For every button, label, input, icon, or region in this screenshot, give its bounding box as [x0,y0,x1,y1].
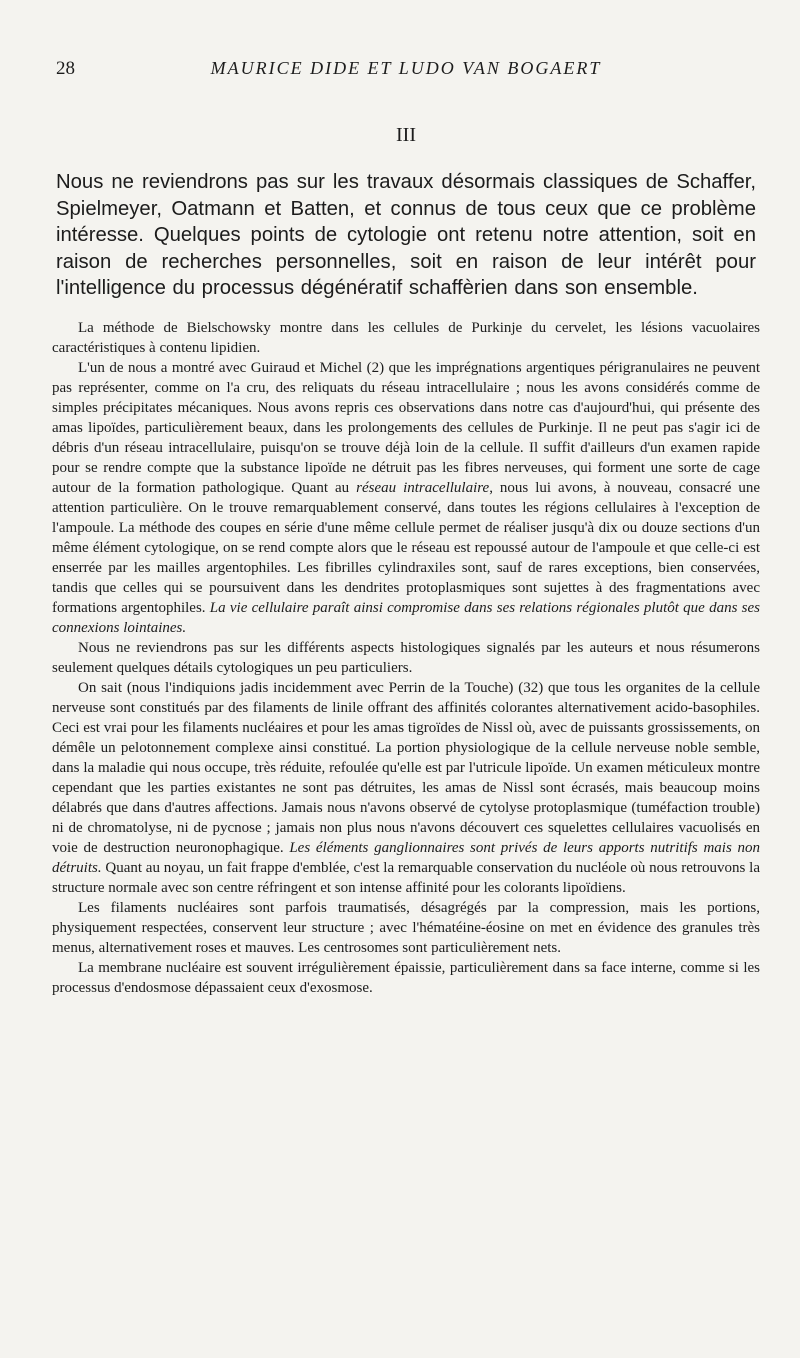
paragraph-5 [52,898,760,958]
paragraph-2 [52,358,760,638]
emphasis-text: réseau intracellulaire [356,479,490,496]
paragraph-4 [52,678,760,898]
emphasis-text: La vie cellulaire paraît ainsi compromise dans ses relations régionales plutôt que dans ses connexions lointaines. [52,599,760,636]
document-page [48,44,764,998]
paragraph-text: La membrane nucléaire est souvent irrégulièrement épaissie, particulièrement dans sa face interne, comme si les processus d'endosmose dépassaient ceux d'exosmose. [52,959,760,996]
paragraph-3 [52,638,760,678]
paragraph-text: Les filaments nucléaires sont parfois traumatisés, désagrégés par la compression, mais les portions, physiquement respectées, conservent leur structure ; avec l'hématéine-éosine on met en évidence des granules très menus, alternativement roses et mauves. Les centrosomes sont particulièrement nets. [52,899,760,956]
paragraph-text: Quant au noyau, un fait frappe d'emblée, c'est la remarquable conservation du nucléole où nous retrouvons la structure normale avec son centre réfringent et son intense affinité pour les colorants lipoïdiens. [52,859,760,896]
paragraph-text: L'un de nous a montré avec Guiraud et Michel (2) que les imprégnations argentiques périgranulaires ne peuvent pas représenter, comme on l'a cru, des reliquats du réseau intracellulaire ; nous les avons considérés comme de simples précipitates mécaniques. Nous avons repris ces observations dans notre cas d'aujourd'hui, qui présente des amas lipoïdes, particulièrement beaux, dans les prolongements des cellules de Purkinje. Il ne peut pas s'agir ici de débris d'un réseau intracellulaire, puisqu'on se trouve déjà loin de la cellule. Il suffit d'ailleurs d'un examen rapide pour se rendre compte que la substance lipoïde ne détruit pas les fibres nerveuses, qui forment une sorte de cage autour de la formation pathologique. Quant au [52,359,760,496]
paragraph-text: On sait (nous l'indiquions jadis incidemment avec Perrin de la Touche) (32) que tous les organites de la cellule nerveuse sont constitués par des filaments de linile offrant des affinités colorantes alternativement acido-basophiles. Ceci est vrai pour les filaments nucléaires et pour les amas tigroïdes de Nissl où, avec de puissants grossissements, on démêle un pelotonnement complexe ainsi constitué. La portion physiologique de la cellule nerveuse noble semble, dans la maladie qui nous occupe, très réduite, refoulée qu'elle est par l'utricule lipoïde. Un examen méticuleux montre cependant que les parties existantes ne sont pas détruites, les amas de Nissl sont écrasés, mais beaucoup moins délabrés que dans d'autres affections. Jamais nous n'avons observé de cytolyse protoplasmique (tuméfaction trouble) ni de chromatolyse, ni de pycnose ; jamais non plus nous n'avons découvert ces squelettes cellulaires vacuolisés en voie de destruction neuronophagique. [52,679,760,856]
paragraph-text: , nous lui avons, à nouveau, consacré une attention particulière. On le trouve remarquablement conservé, dans toutes les régions cellulaires à l'exception de l'ampoule. La méthode des coupes en série d'une même cellule permet de réaliser jusqu'à dix ou douze sections d'un même élément cytologique, on se rend compte alors que le réseau est repoussé autour de l'ampoule et que celle-ci est enserrée par les mailles argentophiles. Les fibrilles cylindraxiles sont, sauf de rares exceptions, bien conservées, tandis que celles qui se poursuivent dans les dendrites protoplasmiques sont sujettes à des fragmentations avec formations argentophiles. [52,479,761,616]
lead-paragraph: Nous ne reviendrons pas sur les travaux désormais classiques de Schaffer, Spielmeyer, Oatmann et Batten, et connus de tous ceux que ce problème intéresse. Quelques points de cytologie ont retenu notre attention, soit en raison de recherches personnelles, soit en raison de leur intérêt pour l'intelligence du processus dégénératif schaffèrien dans son ensemble. [56,171,756,300]
paragraph-text: Nous ne reviendrons pas sur les différents aspects histologiques signalés par les auteurs et nous résumerons seulement quelques détails cytologiques un peu particuliers. [52,639,760,676]
paragraph-text: La méthode de Bielschowsky montre dans les cellules de Purkinje du cervelet, les lésions vacuolaires caractéristiques à contenu lipidien. [52,319,760,356]
body-text [48,318,764,998]
running-title: MAURICE DIDE ET LUDO VAN BOGAERT [210,58,602,78]
running-header [48,44,764,80]
page-number: 28 [56,58,75,79]
emphasis-text: Les éléments ganglionnaires sont privés de leurs apports nutritifs mais non détruits. [52,839,760,876]
paragraph-6 [52,958,760,998]
paragraph-1 [52,318,760,358]
section-number: III [396,124,416,146]
